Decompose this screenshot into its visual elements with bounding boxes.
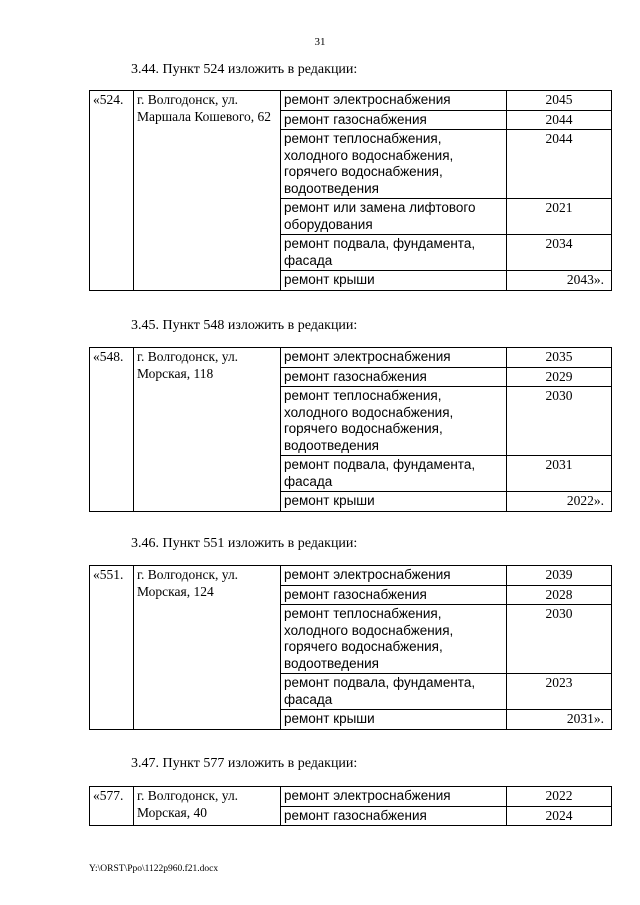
- work-name: ремонт крыши: [281, 492, 507, 512]
- address-cell: г. Волгодонск, ул. Морская, 124: [134, 566, 281, 730]
- work-year: 2030: [507, 387, 612, 456]
- work-year: 2028: [507, 585, 612, 605]
- file-path-footer: Y:\ORST\Ppo\1122p960.f21.docx: [89, 864, 219, 874]
- work-name: ремонт электроснабжения: [281, 91, 507, 111]
- repair-table-577: [89, 786, 612, 826]
- address-cell: г. Волгодонск, ул. Морская, 118: [134, 348, 281, 512]
- work-year: 2043».: [507, 271, 612, 291]
- table-row: [90, 348, 612, 368]
- work-year: 2030: [507, 605, 612, 674]
- item-number: «577.: [90, 787, 134, 826]
- address-cell: г. Волгодонск, ул. Морская, 40: [134, 787, 281, 826]
- work-name: ремонт крыши: [281, 271, 507, 291]
- work-name: ремонт подвала, фундамента, фасада: [281, 456, 507, 492]
- work-year: 2035: [507, 348, 612, 368]
- work-name: ремонт электроснабжения: [281, 787, 507, 807]
- work-name: ремонт теплоснабжения, холодного водоснабжения, горячего водоснабжения, водоотведения: [281, 605, 507, 674]
- work-year: 2031: [507, 456, 612, 492]
- work-year: 2023: [507, 674, 612, 710]
- work-year: 2034: [507, 235, 612, 271]
- item-number: «551.: [90, 566, 134, 730]
- table-row: [90, 787, 612, 807]
- work-year: 2029: [507, 367, 612, 387]
- work-name: ремонт электроснабжения: [281, 348, 507, 368]
- work-name: ремонт подвала, фундамента, фасада: [281, 674, 507, 710]
- work-name: ремонт подвала, фундамента, фасада: [281, 235, 507, 271]
- address-cell: г. Волгодонск, ул. Маршала Кошевого, 62: [134, 91, 281, 291]
- table-row: [90, 91, 612, 111]
- repair-table-551: [89, 565, 612, 730]
- work-year: 2039: [507, 566, 612, 586]
- work-year: 2022».: [507, 492, 612, 512]
- work-year: 2045: [507, 91, 612, 111]
- work-year: 2044: [507, 110, 612, 130]
- section-heading: 3.46. Пункт 551 изложить в редакции:: [131, 536, 358, 551]
- work-year: 2022: [507, 787, 612, 807]
- item-number: «548.: [90, 348, 134, 512]
- work-name: ремонт газоснабжения: [281, 585, 507, 605]
- repair-table-524: [89, 90, 612, 291]
- work-year: 2021: [507, 199, 612, 235]
- item-number: «524.: [90, 91, 134, 291]
- section-heading: 3.44. Пункт 524 изложить в редакции:: [131, 62, 358, 77]
- work-year: 2044: [507, 130, 612, 199]
- work-year: 2031».: [507, 710, 612, 730]
- work-year: 2024: [507, 806, 612, 826]
- work-name: ремонт или замена лифтового оборудования: [281, 199, 507, 235]
- work-name: ремонт газоснабжения: [281, 367, 507, 387]
- section-heading: 3.47. Пункт 577 изложить в редакции:: [131, 756, 358, 771]
- work-name: ремонт электроснабжения: [281, 566, 507, 586]
- page-number: 31: [314, 36, 326, 48]
- work-name: ремонт теплоснабжения, холодного водоснабжения, горячего водоснабжения, водоотведения: [281, 387, 507, 456]
- table-row: [90, 566, 612, 586]
- work-name: ремонт газоснабжения: [281, 806, 507, 826]
- repair-table-548: [89, 347, 612, 512]
- work-name: ремонт теплоснабжения, холодного водоснабжения, горячего водоснабжения, водоотведения: [281, 130, 507, 199]
- section-heading: 3.45. Пункт 548 изложить в редакции:: [131, 318, 358, 333]
- work-name: ремонт крыши: [281, 710, 507, 730]
- work-name: ремонт газоснабжения: [281, 110, 507, 130]
